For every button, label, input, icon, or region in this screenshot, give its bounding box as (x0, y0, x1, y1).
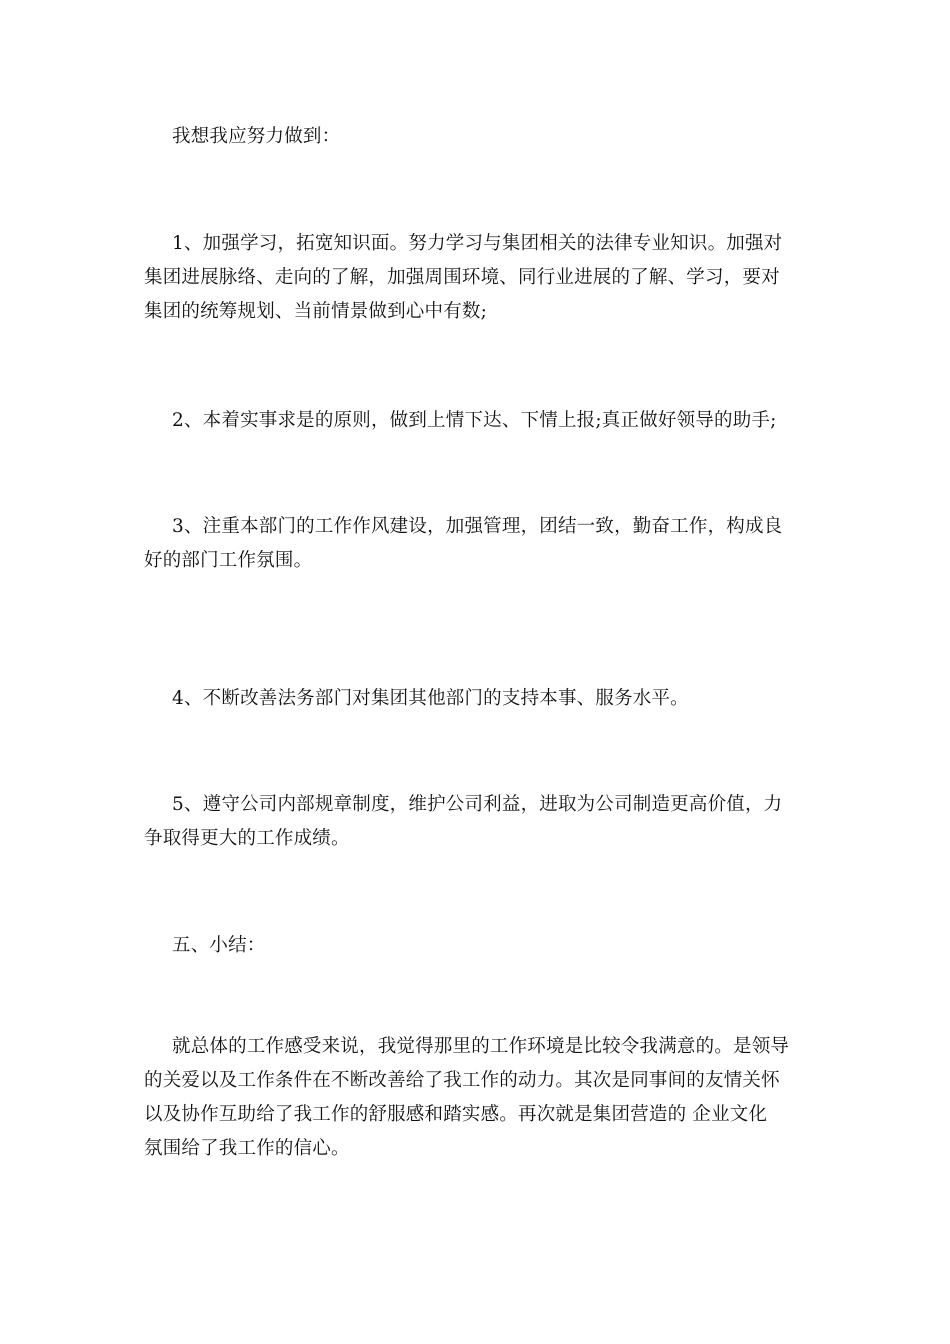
item-4-line-1: 4、不断改善法务部门对集团其他部门的支持本事、服务水平。 (172, 688, 689, 709)
section-heading: 五、小结： (172, 935, 266, 956)
summary-line-3: 以及协作互助给了我工作的舒服感和踏实感。再次就是集团营造的 企业文化 (144, 1104, 768, 1125)
item-5-line-1: 5、遵守公司内部规章制度，维护公司利益，进取为公司制造更高价值，力 (172, 794, 783, 815)
summary-line-4: 氛围给了我工作的信心。 (144, 1138, 350, 1159)
summary-line-1: 就总体的工作感受来说，我觉得那里的工作环境是比较令我满意的。是领导 (172, 1036, 790, 1057)
item-1-line-2: 集团进展脉络、走向的了解，加强周围环境、同行业进展的了解、学习，要对 (144, 267, 780, 288)
item-1-line-1: 1、加强学习，拓宽知识面。努力学习与集团相关的法律专业知识。加强对 (172, 233, 783, 254)
item-3-line-2: 好的部门工作氛围。 (144, 550, 313, 571)
summary-line-2: 的关爱以及工作条件在不断改善给了我工作的动力。其次是同事间的友情关怀 (144, 1070, 780, 1091)
intro-paragraph: 我想我应努力做到： (172, 126, 341, 147)
item-2-line-1: 2、本着实事求是的原则，做到上情下达、下情上报;真正做好领导的助手; (172, 410, 777, 431)
item-3-line-1: 3、注重本部门的工作作风建设，加强管理，团结一致，勤奋工作，构成良 (172, 516, 783, 537)
item-5-line-2: 争取得更大的工作成绩。 (144, 828, 350, 849)
item-1-line-3: 集团的统筹规划、当前情景做到心中有数; (144, 301, 488, 322)
